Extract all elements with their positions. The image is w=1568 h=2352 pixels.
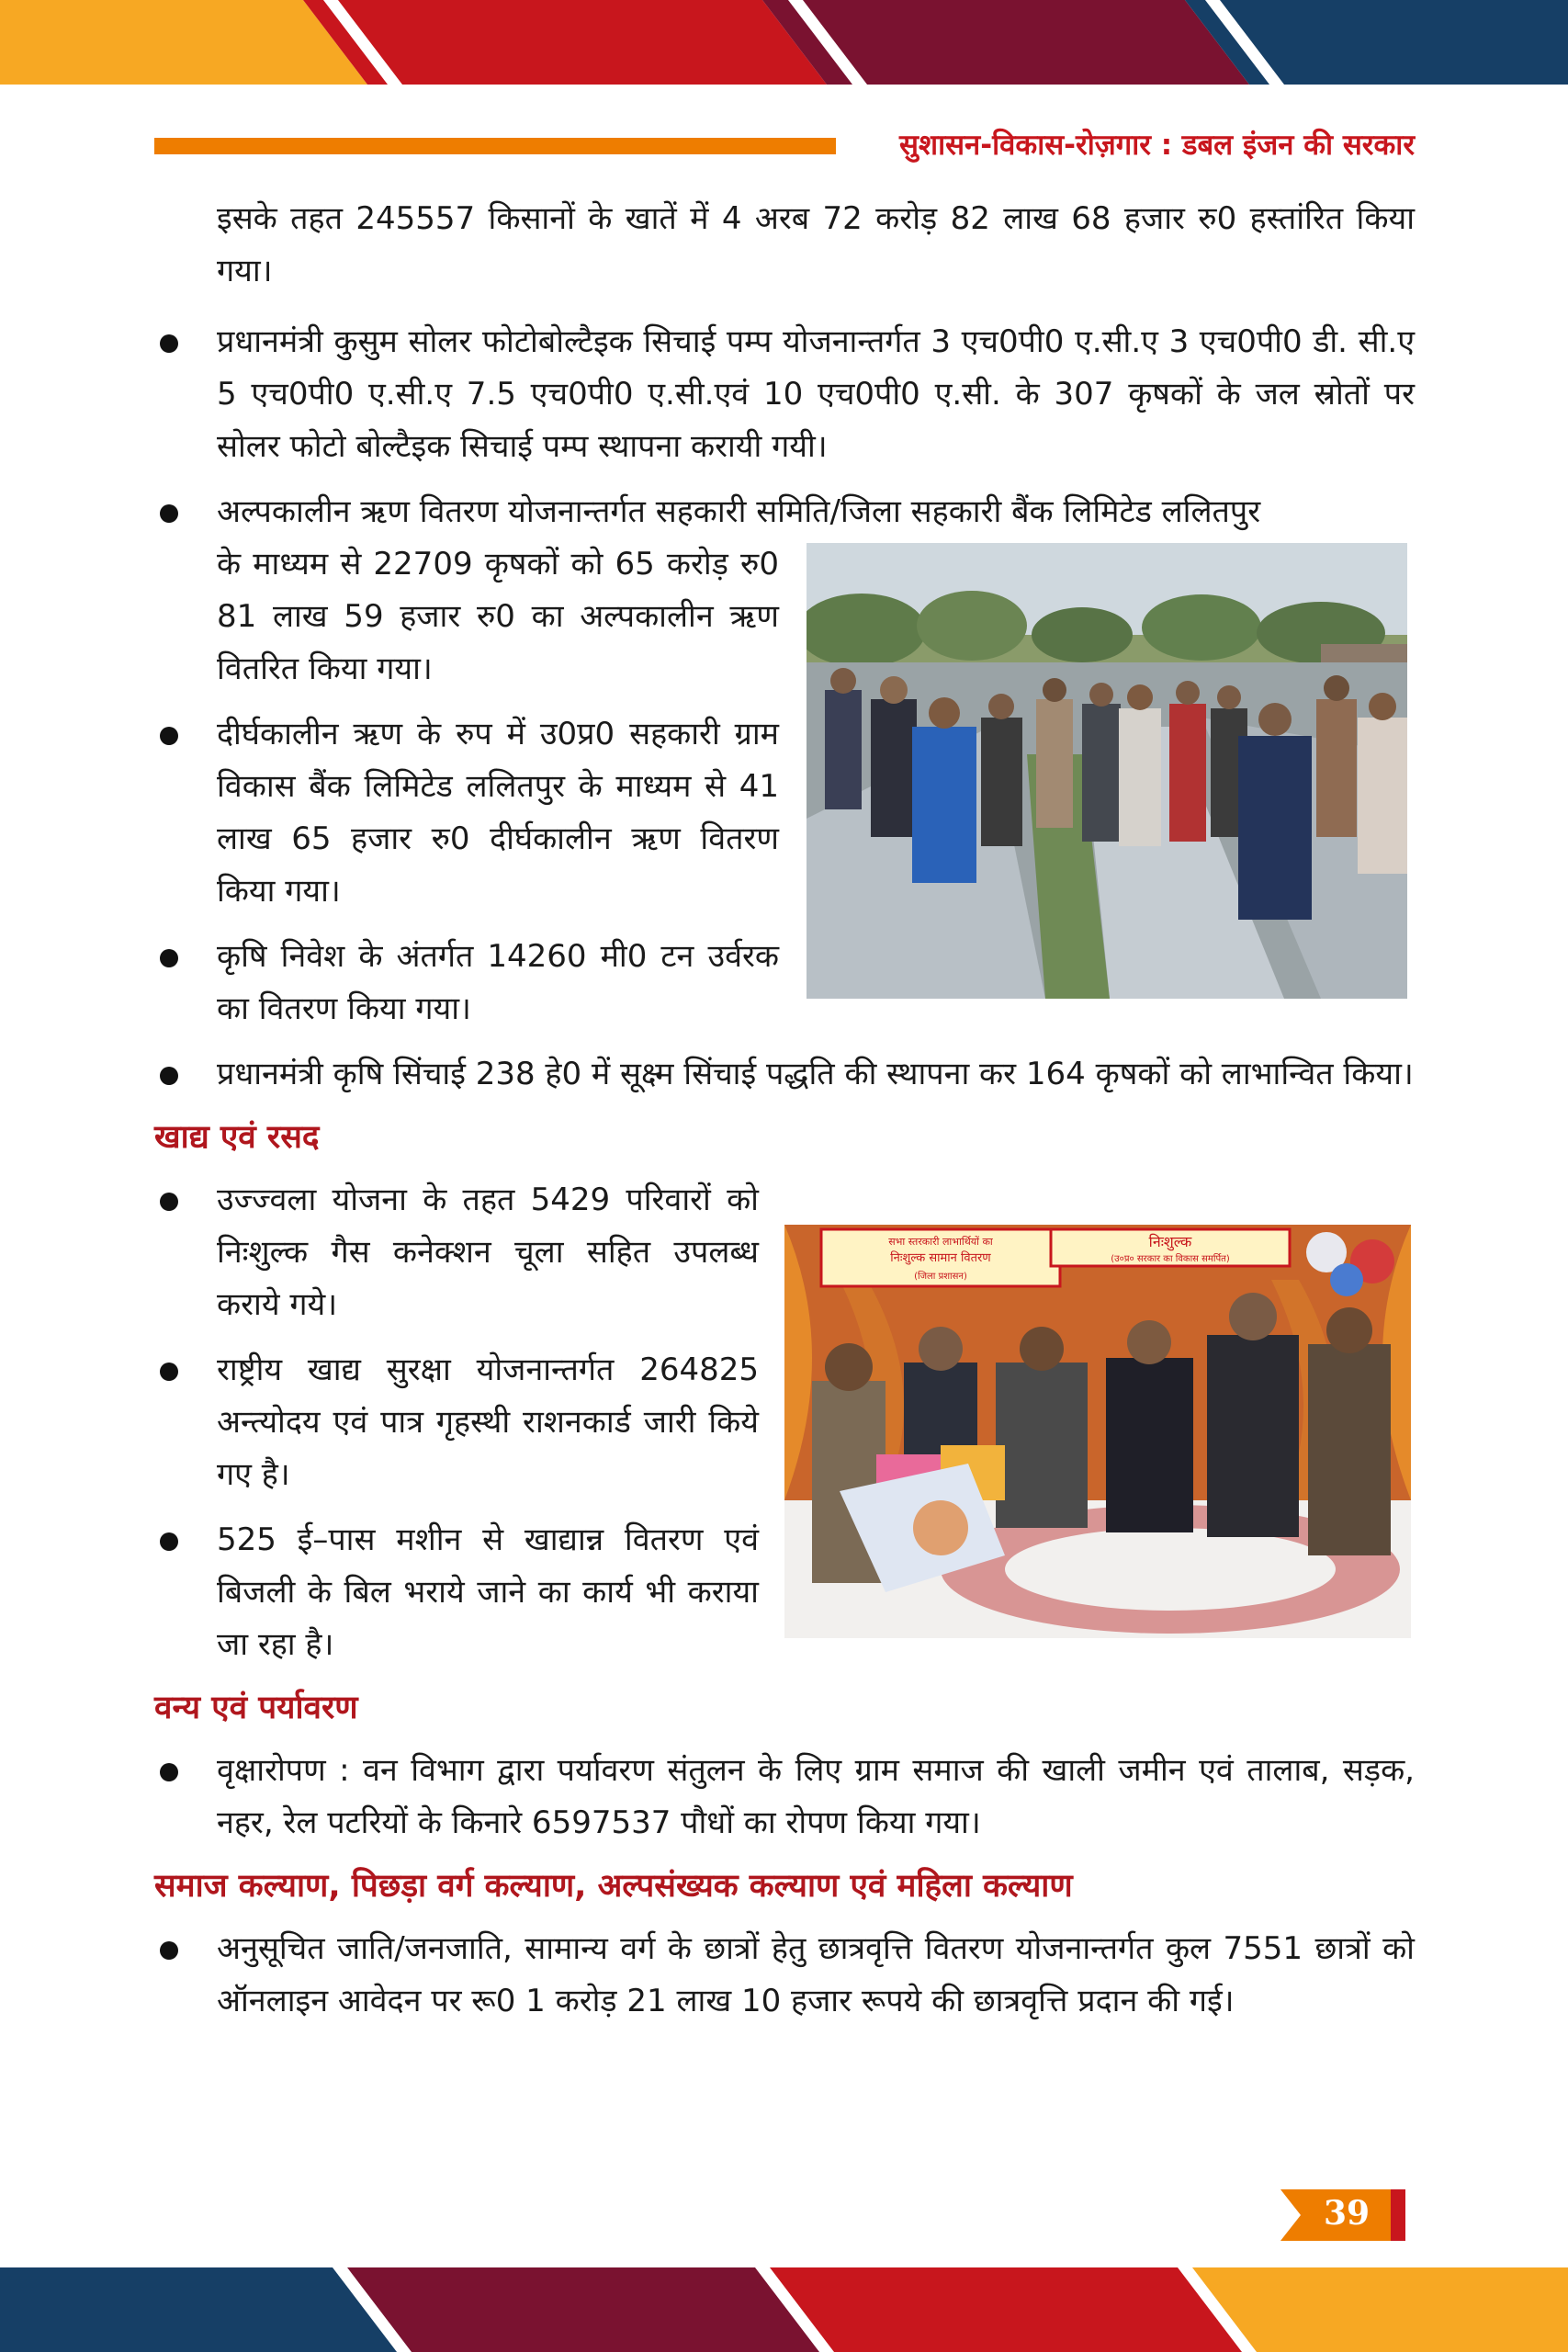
bullet-dot — [160, 1941, 178, 1960]
list-item-continued — [154, 538, 779, 695]
bullet-text: राष्ट्रीय खाद्य सुरक्षा योजनान्तर्गत 264825 अन्त्योदय एवं पात्र गृहस्थी राशनकार्ड जारी किये गए है। — [217, 1351, 759, 1493]
bullet-text: अल्पकालीन ऋण वितरण योजनान्तर्गत सहकारी समिति/जिला सहकारी बैंक लिमिटेड ललितपुर — [217, 493, 1261, 530]
section-heading-welfare: समाज कल्याण, पिछड़ा वर्ग कल्याण, अल्पसंख्यक कल्याण एवं महिला कल्याण — [154, 1868, 1073, 1905]
banner-left-line1: सभा स्तरकारी लाभार्थियों का — [888, 1236, 993, 1248]
bullet-dot — [160, 334, 178, 353]
bullet-dot — [160, 727, 178, 745]
list-item — [154, 486, 1415, 538]
list-item — [154, 1514, 759, 1671]
section-heading-forest: वन्य एवं पर्यावरण — [154, 1690, 358, 1726]
list-item — [154, 1923, 1415, 2028]
bullet-text: के माध्यम से 22709 कृषकों को 65 करोड़ रु0 81 लाख 59 हजार रु0 का अल्पकालीन ऋण वितरित किया गया। — [217, 546, 779, 687]
bullet-text: दीर्घकालीन ऋण के रुप में उ0प्र0 सहकारी ग्राम विकास बैंक लिमिटेड ललितपुर के माध्यम से 41 लाख 65 हजार रु0 दीर्घकालीन ऋण वितरण किया गया। — [217, 716, 779, 910]
intro-paragraph: इसके तहत 245557 किसानों के खातें में 4 अरब 72 करोड़ 82 लाख 68 हजार रु0 हस्तांरित किया गया। — [217, 200, 1415, 289]
bullet-dot — [160, 1532, 178, 1551]
bullet-text: प्रधानमंत्री कृषि सिंचाई 238 हे0 में सूक्ष्म सिंचाई पद्धति की स्थापना कर 164 कृषकों को लाभान्वित किया। — [217, 1056, 1414, 1092]
bullet-text: प्रधानमंत्री कुसुम सोलर फोटोबोल्टैइक सिचाई पम्प योजनान्तर्गत 3 एच0पी0 ए.सी.ए 3 एच0पी0 डी. सी.ए 5 एच0पी0 ए.सी.ए 7.5 एच0पी0 ए.सी.एवं 10 एच0पी0 ए.सी. के 307 कृषकों के जल स्रोतों पर सोलर फोटो बोल्टैइक सिचाई पम्प स्थापना करायी गयी। — [217, 323, 1415, 465]
section-heading-food: खाद्य एवं रसद — [154, 1119, 320, 1156]
bullet-text: वृक्षारोपण : वन विभाग द्वारा पर्यावरण संतुलन के लिए ग्राम समाज की खाली जमीन एवं तालाब, सड़क, नहर, रेल पटरियों के किनारे 6597537 पौधों का रोपण किया गया। — [217, 1752, 1415, 1841]
bullet-text: अनुसूचित जाति/जनजाति, सामान्य वर्ग के छात्रों हेतु छात्रवृत्ति वितरण योजनान्तर्गत कुल 7551 छात्रों को ऑनलाइन आवेदन पर रू0 1 करोड़ 21 लाख 10 हजार रूपये की छात्रवृत्ति प्रदान की गई। — [217, 1930, 1415, 2019]
list-item — [154, 708, 779, 918]
main-content — [154, 193, 1415, 2041]
banner-left-line2: निःशुल्क सामान वितरण — [890, 1251, 991, 1265]
banner-right-line1: निःशुल्क — [1148, 1233, 1192, 1250]
bullet-dot — [160, 1363, 178, 1381]
bullet-dot — [160, 1193, 178, 1211]
banner-left-line3: (जिला प्रशासन) — [914, 1272, 967, 1282]
bottom-color-band — [0, 2267, 1568, 2352]
banner-right-line2: (उ०प्र० सरकार का विकास समर्पित) — [1111, 1254, 1230, 1264]
bullet-dot — [160, 949, 178, 967]
list-item — [154, 316, 1415, 473]
top-color-band — [0, 0, 1568, 85]
bullet-dot — [160, 1067, 178, 1085]
list-item — [154, 1174, 759, 1331]
bullet-text: उज्ज्वला योजना के तहत 5429 परिवारों को निःशुल्क गैस कनेक्शन चूला सहित उपलब्ध कराये गये। — [217, 1182, 759, 1323]
header-title: सुशासन-विकास-रोज़गार : डबल इंजन की सरकार — [899, 129, 1415, 162]
list-item — [154, 1745, 1415, 1849]
bullet-text: कृषि निवेश के अंतर्गत 14260 मी0 टन उर्वरक का वितरण किया गया। — [217, 938, 779, 1027]
bullet-dot — [160, 504, 178, 523]
bullet-dot — [160, 1763, 178, 1781]
page-number: 39 — [1323, 2194, 1371, 2233]
list-item — [154, 1048, 1415, 1101]
list-item — [154, 931, 779, 1035]
bullet-text: 525 ई–पास मशीन से खाद्यान्न वितरण एवं बिजली के बिल भराये जाने का कार्य भी कराया जा रहा है। — [217, 1521, 759, 1663]
list-item — [154, 1344, 759, 1501]
header-orange-rule — [154, 138, 836, 154]
